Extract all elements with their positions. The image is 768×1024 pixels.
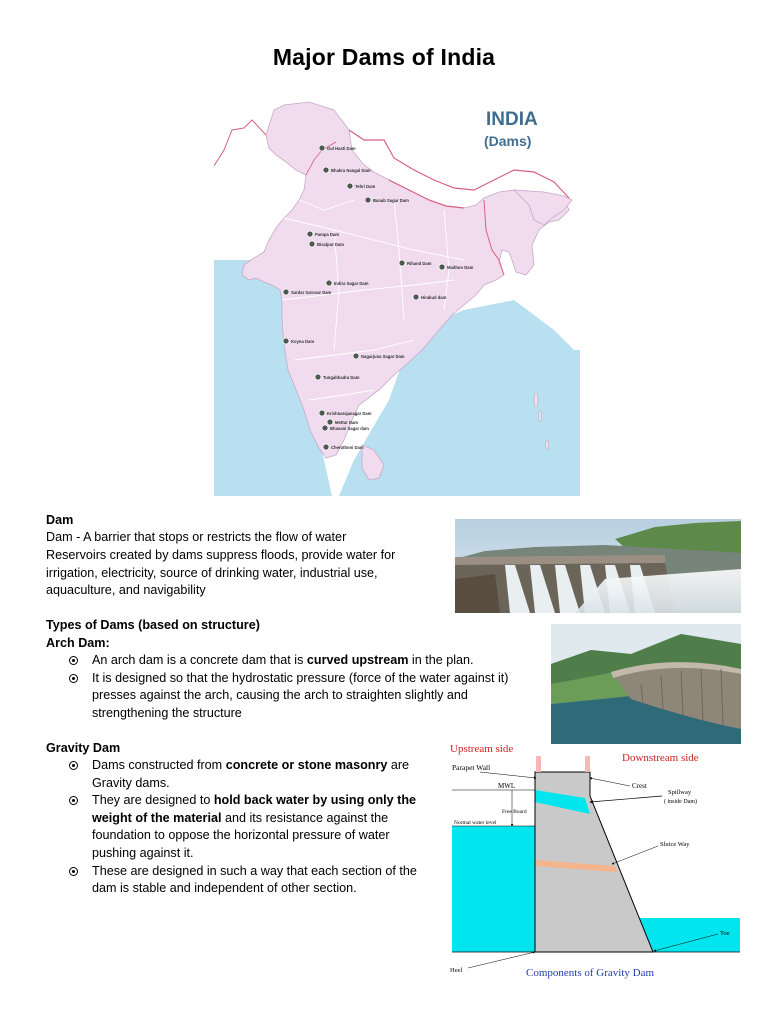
map-subheading: (Dams) bbox=[484, 133, 532, 149]
dam-marker bbox=[327, 419, 333, 425]
spillway-note: ( inside Dam) bbox=[664, 799, 697, 805]
page-title: Major Dams of India bbox=[272, 44, 496, 70]
dam-marker bbox=[353, 353, 359, 359]
crest-label: Crest bbox=[632, 782, 647, 790]
dam-label: Bisalpur Dam bbox=[317, 242, 344, 247]
dam-marker bbox=[399, 260, 405, 266]
mwl-label: MWL bbox=[498, 782, 516, 790]
gravity-dam-list bbox=[46, 757, 426, 898]
free-board-label: Free Board bbox=[502, 809, 527, 815]
dam-marker bbox=[326, 280, 332, 286]
list-item: Dams constructed from concrete or stone masonry are Gravity dams. bbox=[46, 757, 426, 792]
dam-marker bbox=[413, 294, 419, 300]
spillway-label: Spillway bbox=[668, 789, 692, 796]
dam-heading: Dam bbox=[46, 513, 74, 527]
heel-label: Heel bbox=[450, 967, 463, 974]
dam-marker bbox=[307, 231, 313, 237]
bullet-icon bbox=[69, 674, 78, 683]
dam-label: Bhakra Nangal Dam bbox=[331, 168, 371, 173]
dam-marker bbox=[283, 289, 289, 295]
toe-label: Toe bbox=[720, 930, 730, 937]
dam-marker bbox=[365, 197, 371, 203]
list-item: These are designed in such a way that each section of the dam is stable and independent of other section. bbox=[46, 863, 426, 898]
dam-marker bbox=[319, 145, 325, 151]
list-item: They are designed to hold back water by using only the weight of the material and its resistance against the foundation to oppose the horizontal pressure of water pushing against it. bbox=[46, 792, 426, 862]
dam-label: Krishnarajasagar Dam bbox=[327, 411, 372, 416]
bullet-icon bbox=[69, 656, 78, 665]
dam-label: Mettur Dam bbox=[335, 420, 359, 425]
dam-marker bbox=[323, 444, 329, 450]
dam-label: Pampa Dam bbox=[315, 232, 339, 237]
dam-marker bbox=[323, 167, 329, 173]
map-heading: INDIA bbox=[486, 109, 538, 130]
dam-marker bbox=[319, 410, 325, 416]
bullet-icon bbox=[69, 796, 78, 805]
dam-label: Hirakud dam bbox=[421, 295, 447, 300]
upstream-water bbox=[452, 826, 535, 952]
dam-label: Bhavani Sagar dam bbox=[330, 426, 369, 431]
dam-marker bbox=[322, 425, 328, 431]
bullet-icon bbox=[69, 761, 78, 770]
types-heading: Types of Dams (based on structure) bbox=[46, 618, 260, 632]
dam-label: Sardar Sarovar Dam bbox=[291, 290, 332, 295]
dam-marker bbox=[439, 264, 445, 270]
sluice-label: Sluice Way bbox=[660, 841, 690, 848]
downstream-label: Downstream side bbox=[622, 752, 699, 764]
arch-dam-photo bbox=[551, 624, 741, 744]
dam-label: Banab Sagar Dam bbox=[373, 198, 409, 203]
arch-dam-heading: Arch Dam: bbox=[46, 636, 110, 650]
dam-label: Tungabhadra Dam bbox=[323, 375, 360, 380]
normal-water-label: Normal water level bbox=[454, 820, 497, 826]
dam-label: Gul Hasti Dam bbox=[327, 146, 356, 151]
dam-label: Tehri Dam bbox=[355, 184, 376, 189]
list-item: It is designed so that the hydrostatic pressure (force of the water against it) presses against the arch, causing the arch to straighten slightly and strengthening the structure bbox=[46, 670, 536, 723]
parapet-right bbox=[585, 756, 590, 772]
dam-label: Koyna Dam bbox=[291, 339, 315, 344]
dam-definition: Dam - A barrier that stops or restricts the flow of water bbox=[46, 530, 347, 544]
upstream-label: Upstream side bbox=[450, 743, 514, 755]
arch-dam-list bbox=[46, 652, 536, 722]
parapet-left bbox=[536, 756, 541, 772]
dam-marker bbox=[315, 374, 321, 380]
dam-label: Indira Sagar Dam bbox=[334, 281, 369, 286]
dam-label: Nagarjuna Sagar Dam bbox=[361, 354, 405, 359]
dam-marker bbox=[283, 338, 289, 344]
bullet-icon bbox=[69, 867, 78, 876]
dam-spillway-photo bbox=[455, 519, 741, 613]
parapet-label: Parapet Wall bbox=[452, 763, 491, 772]
gravity-dam-heading: Gravity Dam bbox=[46, 741, 121, 755]
diagram-caption: Components of Gravity Dam bbox=[526, 967, 655, 979]
dam-label: Rihand Dam bbox=[407, 261, 432, 266]
dam-reservoir-text: Reservoirs created by dams suppress floods, provide water for irrigation, electricity, source of drinking water, industrial use, aquaculture, and navigability bbox=[46, 548, 396, 598]
dam-label: Cheruthoni Dam bbox=[331, 445, 364, 450]
list-item: An arch dam is a concrete dam that is curved upstream in the plan. bbox=[46, 652, 536, 670]
dam-marker bbox=[347, 183, 353, 189]
gravity-dam-diagram bbox=[440, 738, 745, 990]
dam-label: Maithon Dam bbox=[447, 265, 474, 270]
dam-marker bbox=[309, 241, 315, 247]
india-dams-map bbox=[214, 100, 580, 496]
